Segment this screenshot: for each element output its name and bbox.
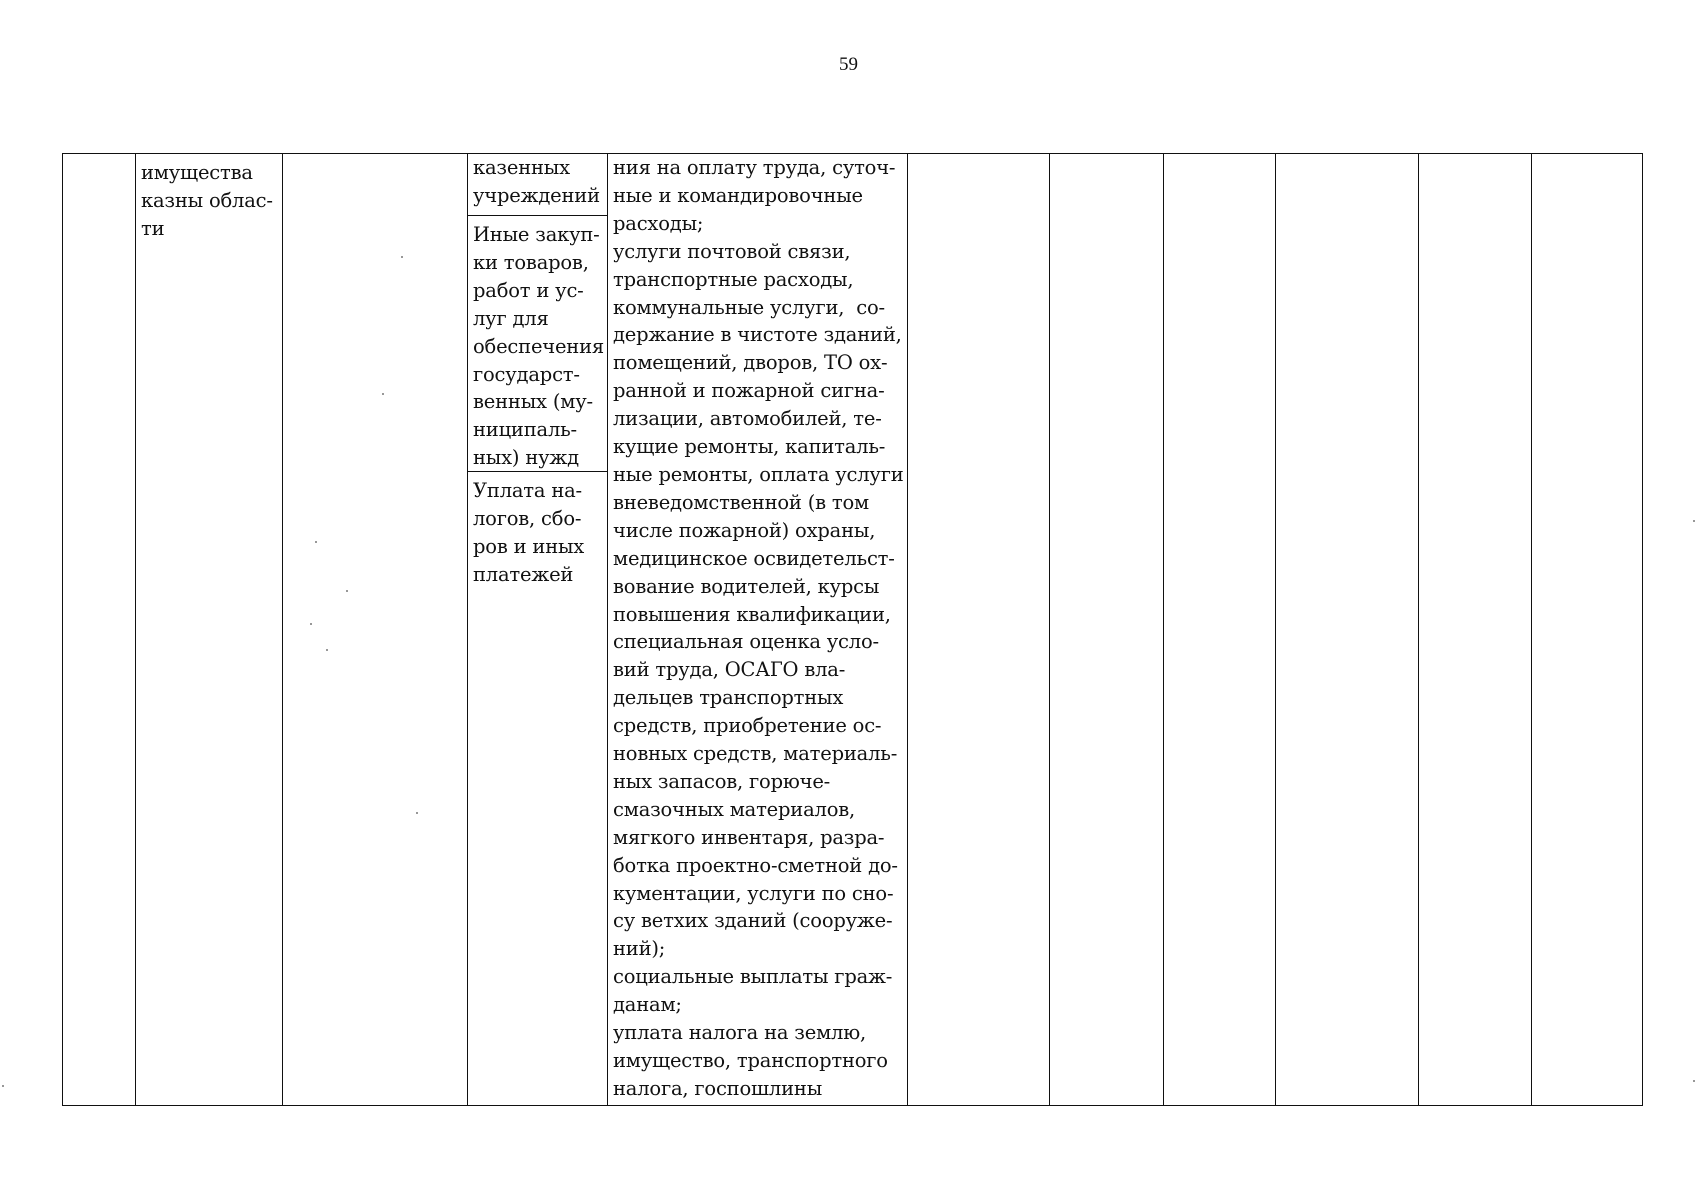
- scan-speck: [401, 256, 403, 258]
- scan-speck: [382, 393, 384, 395]
- budget-table: [62, 153, 1643, 1106]
- scan-speck: [2, 1085, 4, 1087]
- scan-speck: [310, 623, 312, 625]
- expense-description-cell: ния на оплату труда, суточ- ные и командировочные расходы; услуги почтовой связи, транспортные расходы, коммунальные услуги, со- держание в чистоте зданий, помещений, дворов, ТО ох- ранной и пожарной сигна- лизации, автомобилей, те- кущие ремонты, капиталь- ные ремонты, оплата услуги вневедомственной (в том числе пожарной) охраны, медицинское освидетельст- вование водителей, курсы повышения квалификации, специальная оценка усло- вий труда, ОСАГО вла- дельцев транспортных средств, приобретение ос- новных средств, материаль- ных запасов, горюче- смазочных материалов, мягкого инвентаря, разра- ботка проектно-сметной до- кументации, услуги по сно- су ветхих зданий (сооруже- ний); социальные выплаты граж- данам; уплата налога на землю, имущество, транспортного налога, госпошлины: [613, 156, 904, 1100]
- expense-type-cell-taxes: [468, 472, 607, 589]
- expense-type-cell-institutions: [468, 154, 607, 216]
- table-column-11: [1532, 154, 1644, 1105]
- table-column-10: [1419, 154, 1532, 1105]
- table-column-9: [1276, 154, 1419, 1105]
- table-column-7: [1050, 154, 1164, 1105]
- expense-type-text: Иные закуп- ки товаров, работ и ус- луг для обеспечения государст- венных (му- ниципаль- ных) нужд: [473, 223, 605, 470]
- table-column-1: [63, 154, 136, 1105]
- scan-speck: [326, 649, 328, 651]
- scan-speck: [416, 812, 418, 814]
- table-column-6: [908, 154, 1050, 1105]
- table-column-4: [468, 154, 608, 1105]
- scan-speck: [1693, 1080, 1695, 1082]
- scan-speck: [1693, 520, 1695, 522]
- expense-type-cell-procurement: [468, 216, 607, 472]
- expense-type-text: Уплата на- логов, сбо- ров и иных платежей: [473, 479, 585, 586]
- page-number: 59: [839, 54, 858, 75]
- table-column-2: [136, 154, 283, 1105]
- table-column-8: [1164, 154, 1276, 1105]
- scan-speck: [346, 590, 348, 592]
- property-treasury-cell: имущества казны облас- ти: [141, 161, 273, 240]
- table-column-5: [608, 154, 908, 1105]
- expense-type-text: казенных учреждений: [473, 156, 600, 207]
- scan-speck: [315, 541, 317, 543]
- table-column-3: [283, 154, 468, 1105]
